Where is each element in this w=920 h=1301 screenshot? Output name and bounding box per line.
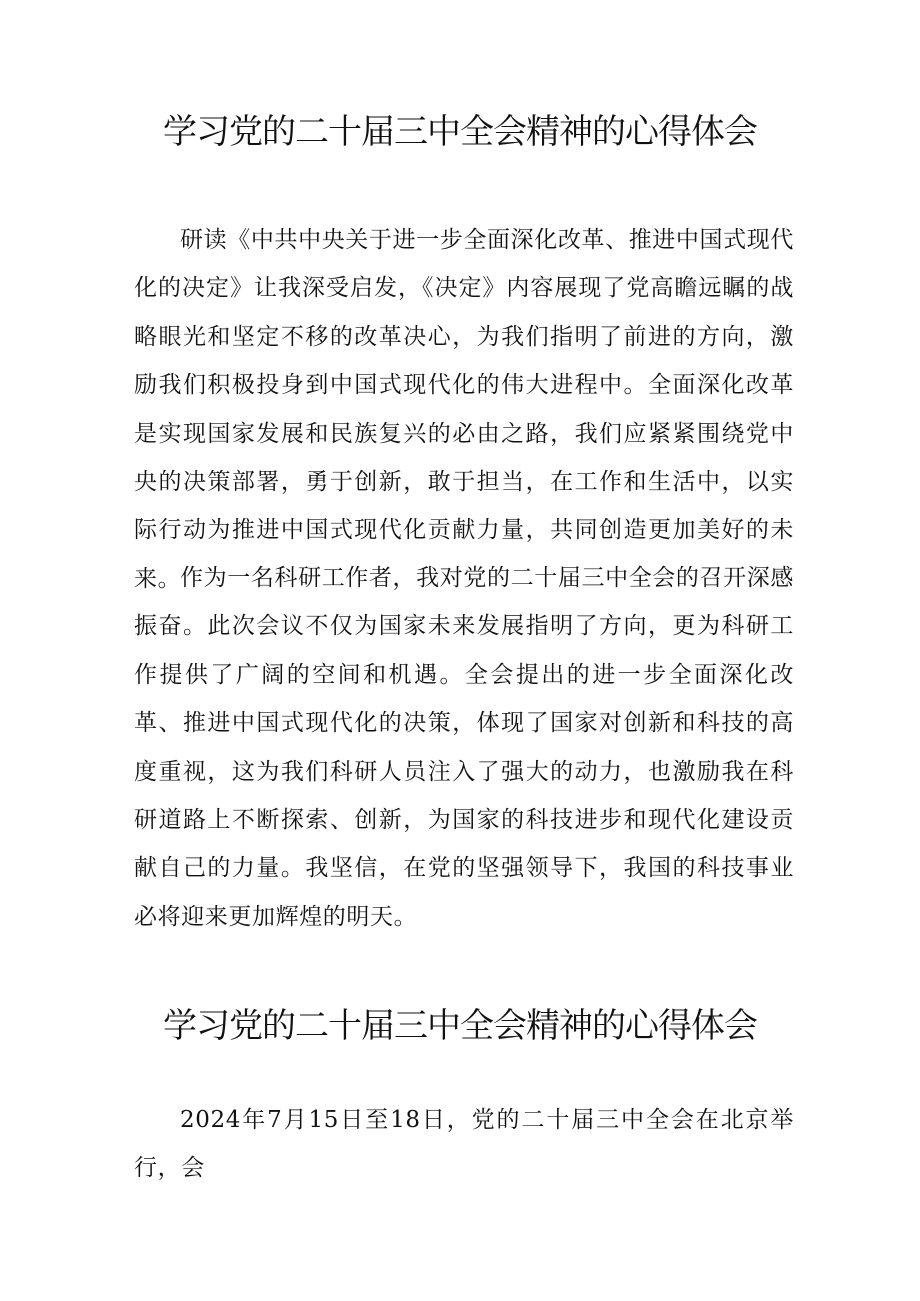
paragraph: 研读《中共中央关于进一步全面深化改革、推进中国式现代化的决定》让我深受启发，《决定》内容展现了党高瞻远瞩的战略眼光和坚定不移的改革决心，为我们指明了前进的方向，激励我们积极投身到中国式现代化的伟大进程中。全面深化改革是实现国家发展和民族复兴的必由之路，我们应紧紧围绕党中央的决策部署，勇于创新，敢于担当，在工作和生活中，以实际行动为推进中国式现代化贡献力量，共同创造更加美好的未来。 [134, 227, 794, 592]
paragraph: 2024年7月15日至18日，党的二十届三中全会在北京举行，会 [134, 1107, 794, 1182]
section-title: 学习党的二十届三中全会精神的心得体会 [163, 1006, 757, 1046]
page-title: 学习党的二十届三中全会精神的心得体会 [163, 112, 757, 152]
paragraph: 作为一名科研工作者，我对党的二十届三中全会的召开深感振奋。此次会议不仅为国家未来发展指明了方向，更为科研工作提供了广阔的空间和机遇。全会提出的进一步全面深化改革、推进中国式现代化的决策，体现了国家对创新和科技的高度重视，这为我们科研人员注入了强大的动力，也激励我在科研道路上不断探索、创新，为国家的科技进步和现代化建设贡献自己的力量。我坚信，在党的坚强领导下，我国的科技事业必将迎来更加辉煌的明天。 [134, 565, 794, 930]
